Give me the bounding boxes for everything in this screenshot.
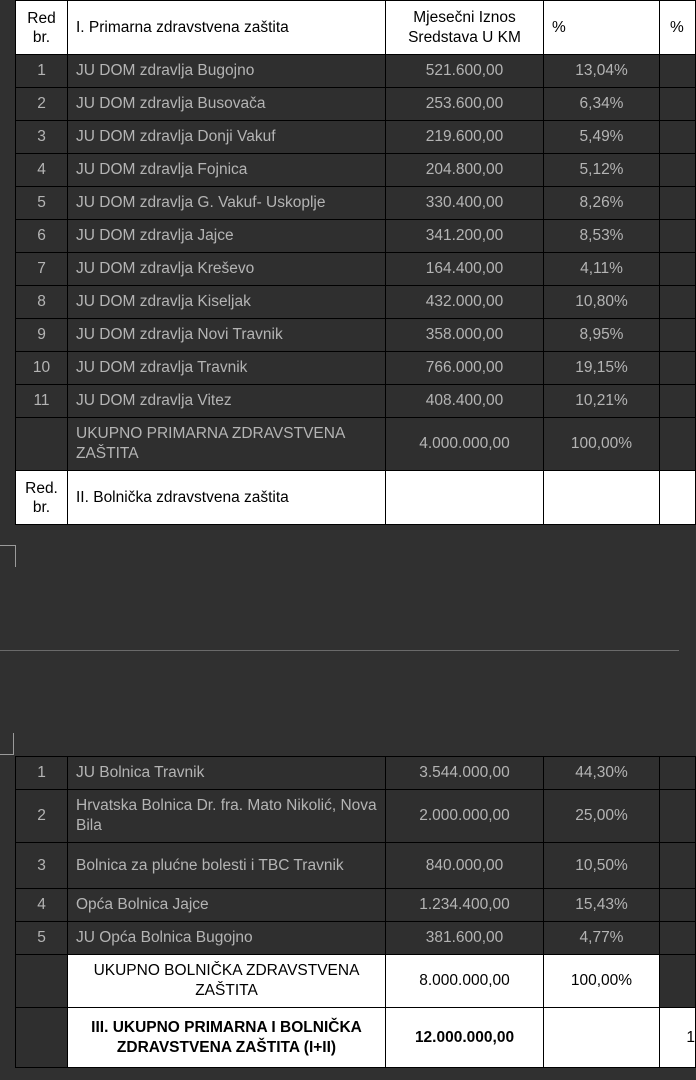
row-number: 4 xyxy=(16,154,68,187)
row-number: 5 xyxy=(16,187,68,220)
table-row xyxy=(16,187,696,220)
empty-cell xyxy=(660,88,696,121)
empty-cell xyxy=(16,1008,68,1068)
amount-cell: 204.800,00 xyxy=(386,154,544,187)
empty-cell xyxy=(660,121,696,154)
empty-cell xyxy=(660,187,696,220)
hospital-name: Opća Bolnica Jajce xyxy=(68,889,386,922)
table-header-row xyxy=(16,1,696,55)
red-br-header-2: Red. br. xyxy=(16,471,68,525)
hospital-name: Bolnica za plućne bolesti i TBC Travnik xyxy=(68,843,386,889)
amount-column-header: Mjesečni Iznos Sredstava U KM xyxy=(386,1,544,55)
percent-cell: 15,43% xyxy=(544,889,660,922)
amount-cell: 3.544.000,00 xyxy=(386,757,544,790)
page-corner-mark xyxy=(15,545,16,567)
empty-cell xyxy=(660,319,696,352)
institution-name: JU DOM zdravlja G. Vakuf- Uskoplje xyxy=(68,187,386,220)
empty-cell xyxy=(660,253,696,286)
amount-cell: 164.400,00 xyxy=(386,253,544,286)
empty-cell xyxy=(660,471,696,525)
hospital-name: Hrvatska Bolnica Dr. fra. Mato Nikolić, Nova Bila xyxy=(68,790,386,843)
amount-cell: 432.000,00 xyxy=(386,286,544,319)
row-number: 4 xyxy=(16,889,68,922)
row-number: 3 xyxy=(16,121,68,154)
percent-cell: 5,12% xyxy=(544,154,660,187)
amount-cell: 358.000,00 xyxy=(386,319,544,352)
row-number: 3 xyxy=(16,843,68,889)
percent-column-header-2: % xyxy=(660,1,696,55)
percent-cell: 8,26% xyxy=(544,187,660,220)
amount-cell: 381.600,00 xyxy=(386,922,544,955)
section1-title: I. Primarna zdravstvena zaštita xyxy=(68,1,386,55)
institution-name: JU DOM zdravlja Busovača xyxy=(68,88,386,121)
hospital-total-amount: 8.000.000,00 xyxy=(386,955,544,1008)
table-row xyxy=(16,843,696,889)
empty-cell xyxy=(660,790,696,843)
empty-cell xyxy=(660,154,696,187)
table-row xyxy=(16,922,696,955)
empty-cell xyxy=(16,955,68,1008)
primary-total-label: UKUPNO PRIMARNA ZDRAVSTVENA ZAŠTITA xyxy=(68,418,386,471)
row-number: 2 xyxy=(16,790,68,843)
institution-name: JU DOM zdravlja Kreševo xyxy=(68,253,386,286)
institution-name: JU DOM zdravlja Donji Vakuf xyxy=(68,121,386,154)
amount-cell: 330.400,00 xyxy=(386,187,544,220)
section2-header-row xyxy=(16,471,696,525)
amount-cell: 521.600,00 xyxy=(386,55,544,88)
row-number: 11 xyxy=(16,385,68,418)
table-row xyxy=(16,286,696,319)
percent-cell: 10,80% xyxy=(544,286,660,319)
empty-cell xyxy=(660,385,696,418)
page-corner-mark-top xyxy=(0,545,15,546)
grand-total-amount: 12.000.000,00 xyxy=(386,1008,544,1068)
amount-cell: 253.600,00 xyxy=(386,88,544,121)
amount-cell: 840.000,00 xyxy=(386,843,544,889)
hospital-total-label: UKUPNO BOLNIČKA ZDRAVSTVENA ZAŠTITA xyxy=(68,955,386,1008)
page-separator xyxy=(0,650,679,651)
empty-cell xyxy=(544,1008,660,1068)
grand-total-percent: 1 xyxy=(660,1008,696,1068)
institution-name: JU DOM zdravlja Jajce xyxy=(68,220,386,253)
section2-title: II. Bolnička zdravstvena zaštita xyxy=(68,471,386,525)
table-row xyxy=(16,253,696,286)
row-number: 6 xyxy=(16,220,68,253)
row-number: 8 xyxy=(16,286,68,319)
percent-cell: 44,30% xyxy=(544,757,660,790)
table-row xyxy=(16,790,696,843)
primary-care-table xyxy=(15,0,696,525)
institution-name: JU DOM zdravlja Bugojno xyxy=(68,55,386,88)
table-row xyxy=(16,121,696,154)
row-number: 9 xyxy=(16,319,68,352)
empty-cell xyxy=(660,843,696,889)
institution-name: JU DOM zdravlja Travnik xyxy=(68,352,386,385)
row-number: 5 xyxy=(16,922,68,955)
table-row xyxy=(16,889,696,922)
grand-total-row xyxy=(16,1008,696,1068)
institution-name: JU DOM zdravlja Novi Travnik xyxy=(68,319,386,352)
percent-cell: 4,11% xyxy=(544,253,660,286)
table-row xyxy=(16,88,696,121)
table-row xyxy=(16,154,696,187)
empty-cell xyxy=(660,955,696,1008)
amount-cell: 766.000,00 xyxy=(386,352,544,385)
amount-cell: 1.234.400,00 xyxy=(386,889,544,922)
primary-total-percent: 100,00% xyxy=(544,418,660,471)
table-row xyxy=(16,385,696,418)
hospital-care-table xyxy=(15,756,696,1068)
row-number: 2 xyxy=(16,88,68,121)
percent-cell: 6,34% xyxy=(544,88,660,121)
primary-total-amount: 4.000.000,00 xyxy=(386,418,544,471)
institution-name: JU DOM zdravlja Kiseljak xyxy=(68,286,386,319)
page-corner-mark-bottom xyxy=(0,754,14,755)
row-number: 7 xyxy=(16,253,68,286)
hospital-total-percent: 100,00% xyxy=(544,955,660,1008)
percent-cell: 8,53% xyxy=(544,220,660,253)
empty-cell xyxy=(660,352,696,385)
hospital-name: JU Bolnica Travnik xyxy=(68,757,386,790)
empty-cell xyxy=(386,471,544,525)
empty-cell xyxy=(660,286,696,319)
table-row xyxy=(16,220,696,253)
empty-cell xyxy=(660,55,696,88)
table-row xyxy=(16,757,696,790)
empty-cell xyxy=(660,889,696,922)
page-corner-mark xyxy=(13,733,14,755)
percent-column-header: % xyxy=(544,1,660,55)
percent-cell: 19,15% xyxy=(544,352,660,385)
percent-cell: 8,95% xyxy=(544,319,660,352)
row-number: 10 xyxy=(16,352,68,385)
percent-cell: 5,49% xyxy=(544,121,660,154)
row-number: 1 xyxy=(16,55,68,88)
percent-cell: 4,77% xyxy=(544,922,660,955)
table-row xyxy=(16,352,696,385)
amount-cell: 408.400,00 xyxy=(386,385,544,418)
grand-total-label: III. UKUPNO PRIMARNA I BOLNIČKA ZDRAVSTVENA ZAŠTITA (I+II) xyxy=(68,1008,386,1068)
hospital-total-row xyxy=(16,955,696,1008)
percent-cell: 25,00% xyxy=(544,790,660,843)
empty-cell xyxy=(16,418,68,471)
percent-cell: 10,50% xyxy=(544,843,660,889)
amount-cell: 219.600,00 xyxy=(386,121,544,154)
percent-cell: 13,04% xyxy=(544,55,660,88)
empty-cell xyxy=(544,471,660,525)
hospital-name: JU Opća Bolnica Bugojno xyxy=(68,922,386,955)
table-row xyxy=(16,55,696,88)
amount-cell: 341.200,00 xyxy=(386,220,544,253)
institution-name: JU DOM zdravlja Vitez xyxy=(68,385,386,418)
empty-cell xyxy=(660,418,696,471)
amount-cell: 2.000.000,00 xyxy=(386,790,544,843)
empty-cell xyxy=(660,757,696,790)
institution-name: JU DOM zdravlja Fojnica xyxy=(68,154,386,187)
row-number: 1 xyxy=(16,757,68,790)
percent-cell: 10,21% xyxy=(544,385,660,418)
red-br-header: Red br. xyxy=(16,1,68,55)
empty-cell xyxy=(660,922,696,955)
empty-cell xyxy=(660,220,696,253)
table-row xyxy=(16,319,696,352)
primary-total-row xyxy=(16,418,696,471)
